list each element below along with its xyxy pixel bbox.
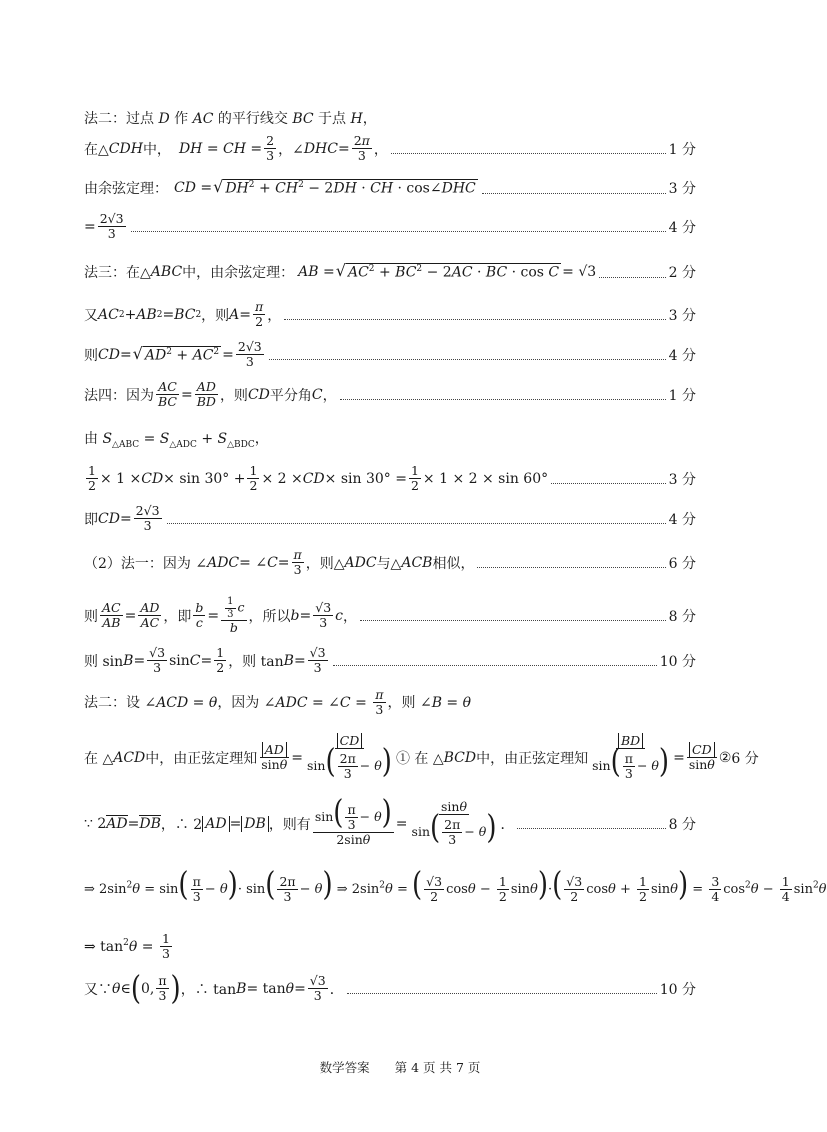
score-8: 1 分 (668, 387, 696, 404)
score-13: 8 分 (668, 608, 696, 625)
line-9: 由 $S_{\triangle ABC} = S_{\triangle ADC} + S_{\triangle BDC}$， (84, 431, 269, 450)
line-20: 又∵ θ ∈ ( 0, $\frac{\pi}{3}$ ) ，∴ tan B = tan θ = $\frac{√3}{3}$ ． 10 分 (84, 970, 696, 1008)
score-17: 8 分 (668, 816, 696, 833)
line-6: 又 AC 2 + AB 2 = BC 2 ，则 A = $\frac{\pi}{2}$ ， 3 分 (84, 299, 696, 330)
line-16: 在 △ ACD 中，由正弦定理知 $\frac{AD}{\sin\theta}$ = CD sin( $\frac{2\pi}{3}$ − θ) ① 在 △ BCD 中，由正弦定理知 BD sin( $\frac{\pi}{3}$ − θ) = $\frac{CD}{\sin\theta}$ ② 6 分 (84, 733, 759, 782)
line-11: 即 CD = $\frac{2√3}{3}$ 4 分 (84, 503, 696, 534)
score-3: 3 分 (668, 181, 696, 197)
line-7: 则 CD = √ $AD^2 + AC^2$ = $\frac{2√3}{3}$ 4 分 (84, 339, 696, 370)
line-15: 法二：设 ∠ACD = θ，因为 ∠ADC = ∠C = $\frac{\pi}{3}$ ，则 ∠B = θ (84, 687, 472, 718)
score-4: 4 分 (668, 219, 696, 236)
score-12: 6 分 (668, 555, 696, 572)
line-2: 在△ CDH 中， DH = CH = $\frac{2}{3}$ ，∠ DHC = $\frac{2\pi}{3}$ ， 1 分 (84, 133, 696, 164)
score-10: 3 分 (668, 471, 696, 488)
score-11: 4 分 (668, 511, 696, 528)
line-5: 法三：在△ ABC 中，由余弦定理： AB = √ $AC^2 + BC^2 - 2AC$ · BC · cos C = √3 2 分 (84, 260, 696, 281)
line-13: 则 $\frac{AC}{AB}$ = $\frac{AD}{AC}$ ，即 $\frac{b}{c}$ = $\frac{1}{3}$ c b ，所以 b = $\frac{√3}{3}$ c ， 8 分 (84, 596, 696, 635)
line-19: ⇒ $\tan^2\theta$ = $\frac{1}{3}$ (84, 931, 170, 962)
score-6: 3 分 (668, 307, 696, 324)
line-14: 则 sin B = $\frac{√3}{3}$ sin C = $\frac{1}{2}$ ，则 tan B = $\frac{√3}{3}$ 10 分 (84, 645, 696, 676)
score-2: 1 分 (668, 141, 696, 158)
score-14: 10 分 (659, 653, 696, 670)
score-20: 10 分 (659, 981, 696, 998)
line-3: 由余弦定理： CD = √ $DH^2 + CH^2 - 2DH$ · CH · cos∠DHC 3 分 (84, 176, 696, 197)
line-8: 法四：因为 $\frac{AC}{BC}$ = $\frac{AD}{BD}$ ，则 CD 平分角 C ， 1 分 (84, 379, 696, 410)
score-16: 6 分 (731, 750, 759, 767)
line-18: ⇒ $2\sin^2\theta = \sin$( $\frac{\pi}{3}$ − θ)· sin( $\frac{2\pi}{3}$ − θ) ⇒ $2\sin^2\theta$ = ( $\frac{√3}{2}$ cosθ − $\frac{1}{2}$ sinθ)·( $\frac{√3}{2}$ cosθ + $\frac{1}{2}$ sinθ) = $\frac{3}{4}$ $\cos^2\theta$ − $\frac{1}{4}$ $\sin^2\theta$ (84, 866, 827, 904)
line-1: 法二：过点 D 作 AC 的平行线交 BC 于点 H， (84, 111, 377, 127)
line-17: ∵ 2 AD = DB ，∴ 2 AD = DB ，则有 sin( $\frac{\pi}{3}$ − θ) 2sinθ = sinθ sin( $\frac{2\pi}{3}$ − θ) ． 8 分 (84, 794, 696, 848)
score-7: 4 分 (668, 347, 696, 364)
line-12: （2）法一：因为 ∠ ADC = ∠ C = $\frac{\pi}{3}$ ，则△ ADC 与△ ACB 相似， 6 分 (84, 547, 696, 578)
line-10: $\frac{1}{2}$ × 1 × CD × sin 30° + $\frac{1}{2}$ × 2 × CD × sin 30° = $\frac{1}{2}$ × 1 × 2 × sin 60° 3 分 (88, 463, 696, 494)
line-4: = $\frac{2√3}{3}$ 4 分 (84, 211, 696, 242)
page-footer: 数学答案 第 4 页 共 7 页 (319, 1060, 481, 1075)
score-5: 2 分 (668, 265, 696, 281)
